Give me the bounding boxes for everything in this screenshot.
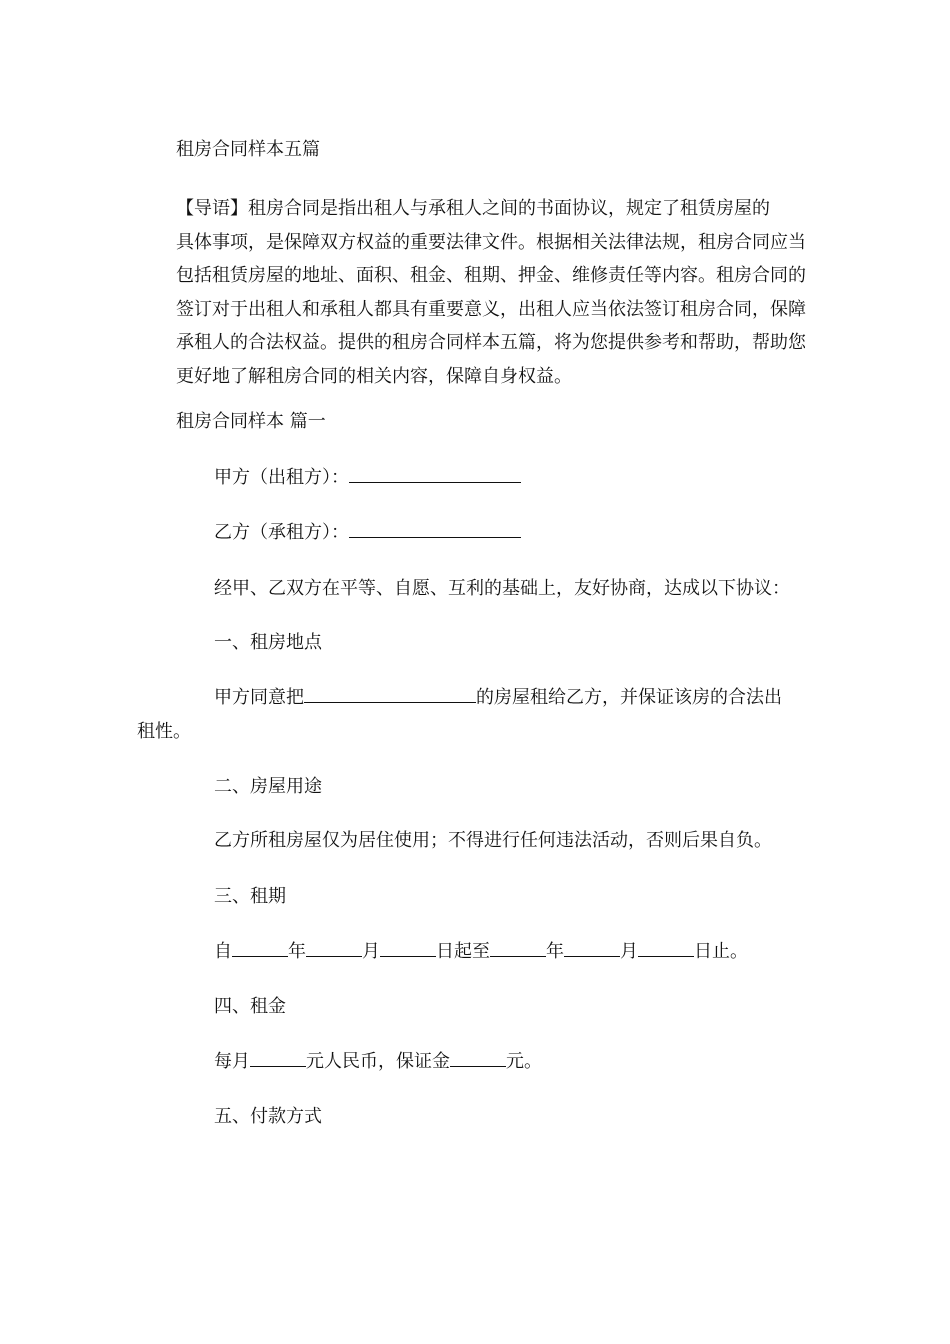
term-blank: [638, 940, 694, 957]
intro-line: 包括租赁房屋的地址、面积、租金、租期、押金、维修责任等内容。租房合同的: [176, 265, 806, 286]
deposit-blank: [450, 1050, 506, 1067]
party-a-blank: [349, 466, 521, 483]
clause-1-prefix: 甲方同意把: [214, 687, 304, 708]
clause-4-heading: 四、租金: [214, 996, 286, 1017]
party-a-label: 甲方（出租方）：: [214, 467, 349, 488]
intro-line: 更好地了解租房合同的相关内容，保障自身权益。: [176, 365, 572, 387]
rent-text: 元。: [506, 1051, 542, 1072]
rent-text: 元人民币，保证金: [306, 1051, 450, 1072]
term-text: 月: [362, 941, 380, 962]
agreement-statement: 经甲、乙双方在平等、自愿、互利的基础上，友好协商，达成以下协议：: [214, 578, 790, 599]
intro-line: 签订对于出租人和承租人都具有重要意义，出租人应当依法签订租房合同，保障: [176, 298, 806, 320]
clause-1-continuation: 租性。: [137, 721, 191, 742]
intro-line: 承租人的合法权益。提供的租房合同样本五篇，将为您提供参考和帮助，帮助您: [176, 332, 806, 353]
clause-2-heading: 二、房屋用途: [214, 776, 322, 797]
clause-1-text: [214, 686, 782, 710]
term-blank: [232, 940, 288, 957]
term-blank: [564, 940, 620, 957]
party-b-row: [214, 521, 521, 545]
party-a-row: [214, 466, 521, 490]
term-text: 日止。: [694, 941, 748, 962]
address-blank: [304, 686, 476, 703]
term-text: 月: [620, 941, 638, 962]
clause-2-text: 乙方所租房屋仅为居住使用；不得进行任何违法活动，否则后果自负。: [214, 830, 772, 851]
document-title: 租房合同样本五篇: [176, 139, 320, 160]
intro-line: 具体事项，是保障双方权益的重要法律文件。根据相关法律法规，租房合同应当: [176, 231, 806, 253]
term-text: 年: [288, 941, 306, 962]
term-text: 日起至: [436, 941, 490, 962]
term-row: [214, 940, 748, 964]
intro-line: 【导语】租房合同是指出租人与承租人之间的书面协议，规定了租赁房屋的: [176, 198, 770, 219]
clause-1-suffix: 的房屋租给乙方，并保证该房的合法出: [476, 687, 782, 708]
intro-paragraph: [176, 192, 816, 393]
party-b-label: 乙方（承租方）：: [214, 522, 349, 543]
term-text: 年: [546, 941, 564, 962]
rent-blank: [250, 1050, 306, 1067]
term-blank: [380, 940, 436, 957]
rent-text: 每月: [214, 1051, 250, 1072]
clause-1-heading: 一、租房地点: [214, 632, 322, 653]
rent-row: [214, 1050, 542, 1074]
party-b-blank: [349, 521, 521, 538]
clause-5-heading: 五、付款方式: [214, 1106, 322, 1127]
section-title: 租房合同样本 篇一: [176, 411, 326, 432]
term-text: 自: [214, 941, 232, 962]
term-blank: [490, 940, 546, 957]
term-blank: [306, 940, 362, 957]
clause-3-heading: 三、租期: [214, 886, 286, 907]
